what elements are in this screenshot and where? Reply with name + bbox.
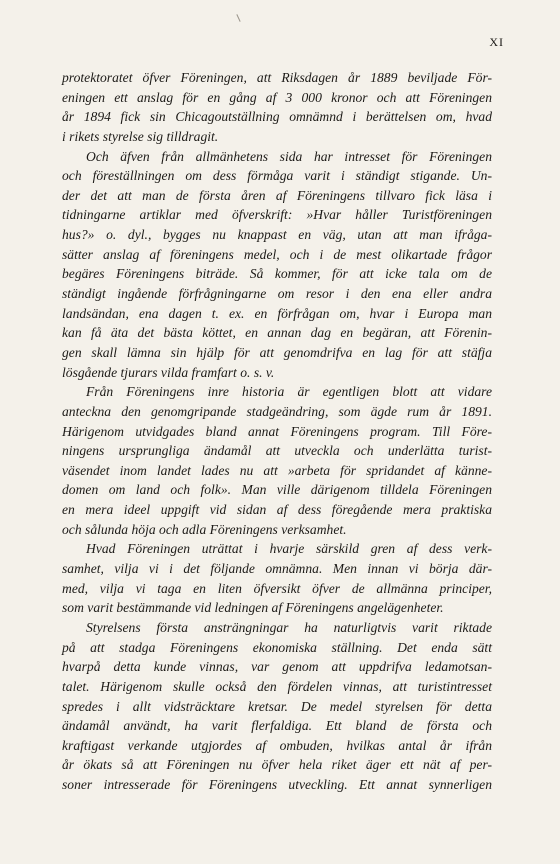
text-line: år 1894 fick sin Chicagoutställning omnämnd i berättelsen om, hvad	[62, 109, 492, 125]
text-line: kan få äta det bästa köttet, en annan dag en begäran, att Förenin-	[62, 325, 492, 341]
text-line: tidningarne artiklar med öfverskrift: »Hvar håller Turistföreningen	[62, 207, 492, 223]
text-line: anteckna den genomgripande stadgeändring, som ägde rum år 1891.	[62, 403, 492, 419]
text-line: med, vilja vi taga en liten öfversikt öfver de allmänna principer,	[62, 580, 492, 596]
text-line: hus?» o. dyl., bygges nu knappast en väg, utan att man ifråga-	[62, 227, 492, 243]
text-line: Härigenom utvidgades bland annat Föreningens program. Till Före-	[62, 423, 492, 439]
paper-speck	[236, 14, 240, 22]
text-line: talet. Härigenom skulle också den fördelen vinnas, att turistintresset	[62, 678, 492, 694]
text-line: samhet, vilja vi i det följande omnämna. Men innan vi börja där-	[62, 561, 492, 577]
page-number: XI	[489, 35, 504, 49]
text-line: lösgående tjurars vilda framfart o. s. v.	[62, 364, 275, 380]
body-text	[62, 68, 492, 795]
text-line: väsendet inom landet lades nu att »arbeta för spridandet af känne-	[62, 462, 492, 478]
text-line: domen om land och folk». Man ville därigenom tilldela Föreningen	[62, 482, 492, 498]
text-line: soner intresserade för Föreningens utveckling. Ett annat synnerligen	[62, 777, 492, 793]
text-line: hvarpå detta kunde vinnas, var genom att uppdrifva ledamotsan-	[62, 659, 492, 675]
text-line: Hvad Föreningen uträttat i hvarje särskild gren af dess verk-	[86, 541, 492, 557]
text-line: ningens ursprungliga ändamål att utveckla och underlätta turist-	[62, 443, 492, 459]
text-line: år ökats så att Föreningen nu öfver hela riket äger ett nät af per-	[62, 757, 492, 773]
text-line: ändamål användt, ha varit flerfaldiga. Ett bland de första och	[62, 718, 492, 734]
text-line: i rikets styrelse sig tilldragit.	[62, 128, 219, 144]
text-line: Och äfven från allmänhetens sida har intresset för Föreningen	[86, 148, 492, 164]
text-line: eningen ett anslag för en gång af 3 000 kronor och att Föreningen	[62, 89, 492, 105]
text-line: Från Föreningens inre historia är egentligen blott att vidare	[86, 384, 492, 400]
text-line: der det att man de första åren af Föreningens tillvaro fick läsa i	[62, 187, 492, 203]
text-line: gen skall lämna sin hjälp för att genomdrifva en lag för att stäfja	[62, 344, 492, 360]
text-line: en mera ideel uppgift vid sidan af dess föregående mera praktiska	[62, 502, 492, 518]
text-line: protektoratet öfver Föreningen, att Riksdagen år 1889 beviljade För-	[62, 70, 492, 85]
text-line: och sålunda höja och adla Föreningens verksamhet.	[62, 521, 347, 537]
text-line: ständigt ingående förfrågningarne om resor i den ena eller andra	[62, 286, 492, 302]
text-line: och föreställningen om dess förmåga varit i ständigt stigande. Un-	[62, 168, 492, 184]
text-line: begäres Föreningens biträde. Så kommer, för att icke tala om de	[62, 266, 492, 282]
text-line: kraftigast verkande utgjordes af ombuden, hvilkas antal år ifrån	[62, 737, 492, 753]
text-line: som varit bestämmande vid ledningen af Föreningens angelägenheter.	[62, 600, 444, 616]
text-line: spredes i allt vidsträcktare kretsar. De medel styrelsen för detta	[62, 698, 492, 714]
text-line: sätter anslag af föreningens medel, och i de mest olikartade frågor	[62, 246, 492, 262]
text-line: på att stadga Föreningens ekonomiska ställning. Det enda sätt	[62, 639, 492, 655]
text-line: landsändan, ena dagen t. ex. en förfrågan om, hvar i Europa man	[62, 305, 492, 321]
text-line: Styrelsens första ansträngningar ha naturligtvis varit riktade	[86, 619, 492, 635]
